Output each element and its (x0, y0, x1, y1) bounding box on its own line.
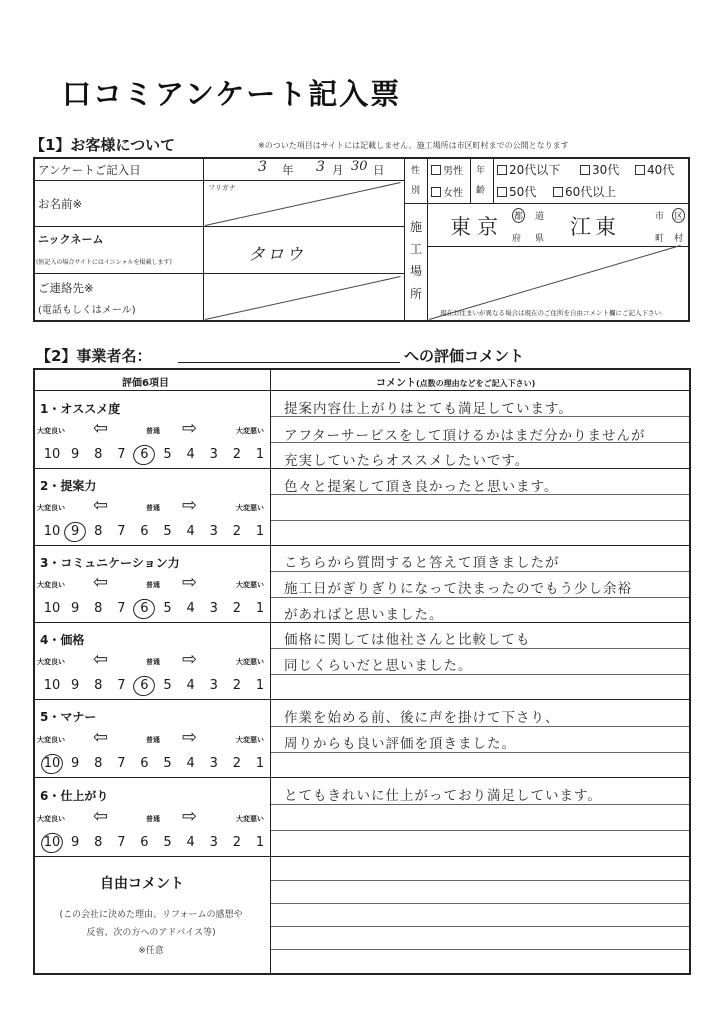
age-40s-checkbox[interactable]: 40代 (635, 161, 674, 178)
rating-scale[interactable]: 10 9 8 7 6 5 4 3 2 1 (43, 678, 265, 693)
gender-female-checkbox[interactable]: 女性 (431, 184, 463, 199)
age-60s-checkbox[interactable]: 60代以上 (553, 183, 616, 200)
arrow-right-icon: ⇨ (182, 649, 198, 670)
section1-note: ※のついた項目はサイトには記載しません。施工場所は市区町村までの公開となります (258, 141, 569, 150)
comment-column-header: コメント(点数の理由などをご記入下さい) (376, 378, 536, 389)
rating-scale[interactable]: 10 9 8 7 6 5 4 3 2 1 (43, 524, 265, 539)
free-comment-desc-1: (この会社に決めた理由、リフォームの感想や (59, 910, 243, 920)
age-20s-checkbox[interactable]: 20代以下 (497, 161, 560, 178)
nickname-note: (無記入の場合サイトにはイニシャルを掲載します) (36, 259, 172, 266)
company-name-field[interactable] (178, 362, 400, 363)
category-title: 5・マナー (40, 710, 97, 724)
free-comment-title: 自由コメント (100, 876, 184, 892)
nickname-field[interactable]: タロウ (248, 245, 305, 265)
selected-rating: 6 (134, 601, 154, 616)
date-day: 30 (351, 159, 368, 174)
category-title: 4・価格 (40, 633, 85, 647)
gender-male-checkbox[interactable]: 男性 (431, 162, 463, 177)
selected-rating: 10 (43, 756, 61, 771)
arrow-right-icon: ⇨ (182, 572, 198, 593)
free-comment-desc-2: 反省、次の方へのアドバイス等) (86, 928, 216, 938)
section2-heading-suffix: への評価コメント (404, 347, 525, 365)
city-unit-ku-selected: 区 (672, 208, 685, 223)
name-field[interactable] (205, 181, 403, 225)
contact-sub-label: (電話もしくはメール) (38, 305, 136, 316)
rating-scale[interactable]: 10 9 8 7 6 5 4 3 2 1 (43, 835, 265, 850)
selected-rating: 10 (43, 835, 61, 850)
selected-rating: 6 (134, 447, 154, 462)
date-label: アンケートご記入日 (38, 163, 141, 177)
arrow-left-icon: ⇦ (93, 727, 109, 748)
contact-label: ご連絡先※ (38, 281, 94, 295)
arrow-right-icon: ⇨ (182, 727, 198, 748)
arrow-right-icon: ⇨ (182, 495, 198, 516)
name-label: お名前※ (38, 197, 83, 211)
arrow-left-icon: ⇦ (93, 649, 109, 670)
category-title: 3・コミュニケーション力 (40, 556, 180, 570)
arrow-left-icon: ⇦ (93, 418, 109, 439)
pref-unit-to-selected: 都 (512, 208, 525, 223)
age-50s-checkbox[interactable]: 50代 (497, 183, 536, 200)
category-title: 1・オススメ度 (40, 402, 121, 416)
selected-rating: 6 (134, 678, 154, 693)
form-title: 口コミアンケート記入票 (62, 77, 402, 111)
rating-scale[interactable]: 10 9 8 7 6 5 4 3 2 1 (43, 601, 265, 616)
arrow-left-icon: ⇦ (93, 495, 109, 516)
rating-scale[interactable]: 10 9 8 7 6 5 4 3 2 1 (43, 756, 265, 771)
rating-scale[interactable]: 10 9 8 7 6 5 4 3 2 1 (43, 447, 265, 462)
category-title: 6・仕上がり (40, 789, 109, 803)
contact-field[interactable] (205, 274, 403, 319)
arrow-left-icon: ⇦ (93, 572, 109, 593)
free-comment-field[interactable] (271, 857, 689, 973)
arrow-left-icon: ⇦ (93, 806, 109, 827)
arrow-right-icon: ⇨ (182, 806, 198, 827)
city-field[interactable]: 江東 (570, 215, 620, 239)
date-year: 3 (258, 159, 267, 175)
section2-heading-prefix: 【2】事業者名： (36, 347, 152, 365)
furigana-label: フリガナ (208, 184, 236, 192)
arrow-right-icon: ⇨ (182, 418, 198, 439)
address-note: 現在お住まいが異なる場合は現在のご住所を自由コメント欄にご記入下さい (440, 309, 661, 317)
category-title: 2・提案力 (40, 479, 97, 493)
prefecture-field[interactable]: 東京 (450, 215, 504, 239)
selected-rating: 9 (65, 524, 85, 539)
age-30s-checkbox[interactable]: 30代 (580, 161, 619, 178)
nickname-label: ニックネーム (38, 233, 104, 246)
section1-heading: 【1】お客様について (30, 136, 176, 154)
rating-column-header: 評価6項目 (122, 378, 169, 389)
date-month: 3 (316, 159, 325, 175)
free-comment-desc-3: ※任意 (138, 946, 164, 956)
